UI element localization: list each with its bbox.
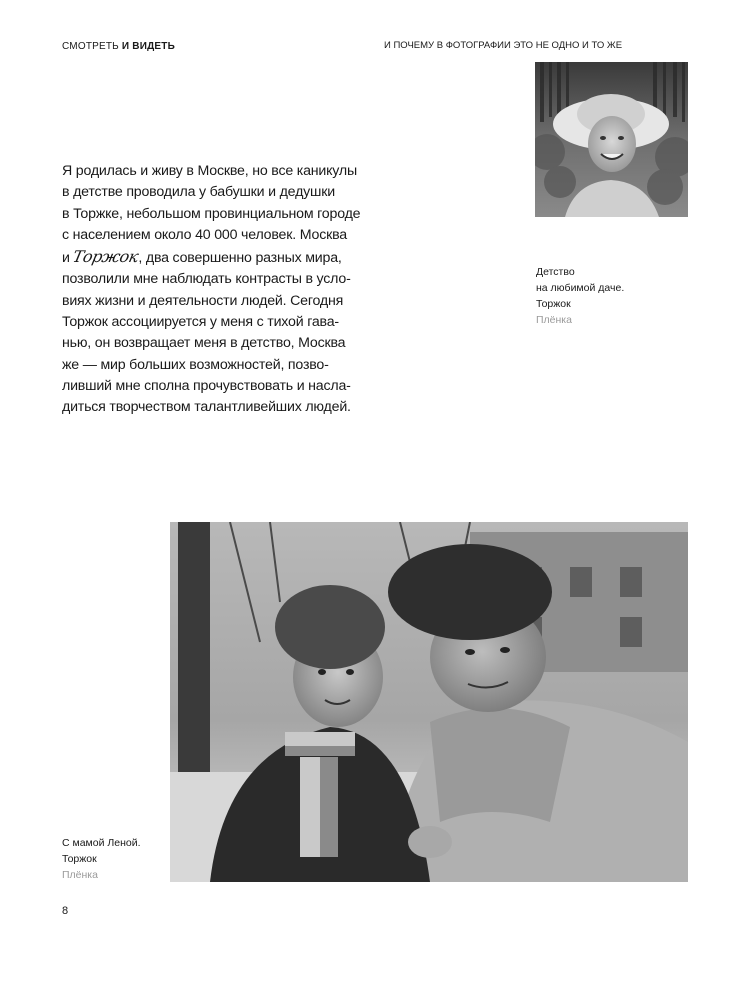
- caption-top-line1: Детство: [536, 266, 575, 278]
- caption-top-line3: Торжок: [536, 298, 571, 310]
- caption-photo-bottom: [62, 835, 172, 883]
- body-line: же — мир больших возможностей, позво-: [62, 356, 329, 373]
- body-line-with-handwriting: [62, 246, 382, 269]
- body-line: нью, он возвращает меня в детство, Москва: [62, 335, 346, 352]
- body-line: Я родилась и живу в Москве, но все каникулы: [62, 163, 357, 179]
- caption-photo-top: [536, 264, 656, 328]
- body-line: виях жизни и деятельности людей. Сегодня: [62, 292, 344, 309]
- photo-girl-in-hat: [535, 62, 688, 217]
- header-section-light: СМОТРЕТЬ: [62, 41, 119, 52]
- body-line: в детстве проводила у бабушки и дедушки: [62, 184, 335, 201]
- body-line: с населением около 40 000 человек. Москва: [62, 226, 347, 243]
- body-line: ливший мне сполна прочувствовать и насла-: [62, 377, 351, 394]
- body-line5-prefix: и: [62, 250, 74, 267]
- photo-mother-and-child: [170, 522, 688, 882]
- body-line: Торжок ассоциируется у меня с тихой гава-: [62, 314, 339, 331]
- body-line: позволили мне наблюдать контрасты в усло-: [62, 271, 351, 288]
- page-number: 8: [62, 905, 69, 917]
- body-line: в Торжке, небольшом провинциальном городе: [62, 205, 361, 222]
- body-paragraph: [62, 161, 382, 419]
- caption-bottom-line1: С мамой Леной.: [62, 837, 141, 849]
- body-line: диться творчеством талантливейших людей.: [62, 399, 351, 416]
- header-section-bold: И ВИДЕТЬ: [121, 41, 175, 52]
- body-line5-suffix: , два совершенно разных мира,: [138, 250, 342, 267]
- caption-top-medium: Плёнка: [536, 314, 572, 326]
- caption-bottom-medium: Плёнка: [62, 869, 98, 881]
- handwritten-word: Торжок: [71, 247, 141, 267]
- running-header-left: [62, 41, 175, 52]
- photo-girl-in-hat-image: [535, 62, 688, 217]
- photo-mother-and-child-image: [170, 522, 688, 882]
- caption-bottom-line2: Торжок: [62, 853, 97, 865]
- caption-top-line2: на любимой даче.: [536, 282, 625, 294]
- running-header-right: И ПОЧЕМУ В ФОТОГРАФИИ ЭТО НЕ ОДНО И ТО ЖЕ: [384, 40, 623, 51]
